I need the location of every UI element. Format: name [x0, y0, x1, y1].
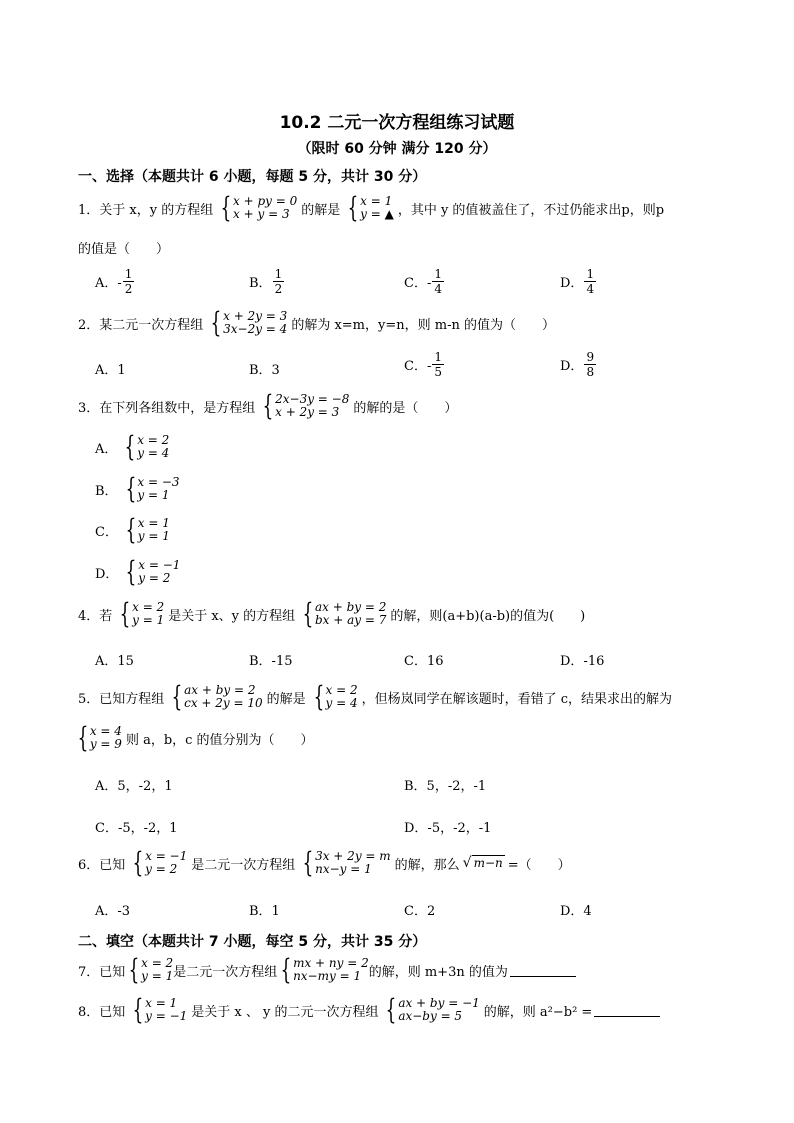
den: 2	[124, 282, 133, 296]
eq: y = 1	[137, 529, 170, 543]
section-heading-fill: 二、填空（本题共计 7 小题，每空 5 分，共计 35 分）	[78, 934, 427, 950]
q7-post: 的解，则 m+3n 的值为	[368, 964, 508, 980]
q6-post1: 的解，那么	[394, 857, 460, 873]
q6-option-d[interactable]: D．4	[560, 904, 592, 919]
q2-system: { x + 2y = 3 3x−2y = 4	[210, 306, 288, 339]
num: 1	[124, 267, 133, 281]
q1-mid: 的解是	[301, 202, 341, 218]
q5-option-d[interactable]: D．-5，-2，-1	[404, 821, 492, 836]
question-4	[78, 597, 586, 630]
opt-label: D．	[95, 566, 119, 582]
q5-line2	[74, 721, 314, 754]
q3-system: { 2x−3y = −8 x + 2y = 3	[262, 389, 350, 422]
den: 8	[586, 365, 595, 379]
eq: y = ▲	[360, 207, 394, 221]
eq: y = 2	[145, 862, 178, 876]
eq: x = 1	[360, 194, 393, 208]
opt-label: B．	[95, 483, 118, 499]
eq: y = 2	[138, 571, 171, 585]
q3-option-c[interactable]	[95, 513, 174, 546]
num: 1	[586, 267, 595, 281]
eq: cx + 2y = 10	[184, 696, 263, 710]
opt-label: D．	[560, 276, 584, 291]
q1-option-b[interactable]	[249, 267, 285, 296]
question-1	[78, 191, 665, 224]
opt-label: A．-	[95, 276, 122, 291]
question-5	[78, 680, 673, 713]
q3-option-b[interactable]	[95, 472, 184, 505]
q5-mid: 的解是	[266, 691, 306, 707]
eq: 2x−3y = −8	[275, 392, 350, 406]
q7-mid: 是二元一次方程组	[173, 964, 278, 980]
q5-system: { ax + by = 2 cx + 2y = 10	[171, 680, 263, 713]
q4-system: { ax + by = 2 bx + ay = 7	[302, 597, 387, 630]
eq: y = 9	[89, 737, 122, 751]
q7-solution: { x = 2 y = 1	[128, 953, 174, 986]
solution-system: { x = 1 y = 1	[125, 513, 170, 546]
num: 9	[586, 350, 595, 364]
fraction	[123, 267, 135, 296]
solution-system: { x = 2 y = 4	[124, 430, 170, 463]
eq: nx−y = 1	[315, 862, 372, 876]
den: 5	[434, 365, 442, 379]
q2-option-d[interactable]	[560, 350, 597, 379]
eq: y = 4	[325, 696, 358, 710]
q1-system: { x + py = 0 x + y = 3	[220, 191, 298, 224]
q5-wrong-solution: { x = 4 y = 9	[77, 721, 122, 754]
q5-option-b[interactable]: B．5，-2，-1	[404, 779, 487, 794]
eq: y = −1	[145, 1009, 188, 1023]
q5-post: ，但杨岚同学在解该题时，看错了 c，结果求出的解为	[361, 691, 673, 707]
opt-label: C．-	[404, 276, 432, 291]
q7-pre: 7．已知	[78, 964, 126, 980]
eq: x = 2	[325, 683, 358, 697]
q4-pre: 4．若	[78, 608, 113, 624]
eq: x = 4	[89, 724, 122, 738]
q5-line2-text: 则 a，b，c 的值分别为（ ）	[125, 732, 314, 748]
section-heading-choice: 一、选择（本题共计 6 小题，每题 5 分，共计 30 分）	[78, 169, 427, 185]
question-6	[78, 846, 571, 879]
q8-system: { ax + by = −1 ax−by = 5	[386, 993, 480, 1026]
eq: ax + by = 2	[315, 600, 387, 614]
eq: y = 1	[137, 488, 170, 502]
q1-option-d[interactable]	[560, 267, 597, 296]
q6-system: { 3x + 2y = m nx−y = 1	[302, 846, 391, 879]
q6-option-a[interactable]: A．-3	[95, 904, 131, 919]
q2-option-c[interactable]	[404, 350, 445, 379]
q4-option-b[interactable]: B．-15	[249, 654, 293, 669]
eq: x = 2	[132, 600, 165, 614]
question-3	[78, 389, 458, 422]
eq: y = 1	[132, 613, 165, 627]
q6-option-b[interactable]: B．1	[249, 904, 280, 919]
q3-pre: 3．在下列各组数中，是方程组	[78, 400, 256, 416]
q3-option-a[interactable]	[95, 430, 173, 463]
q4-mid: 是关于 x、y 的方程组	[168, 608, 296, 624]
question-7	[78, 953, 576, 986]
num: 1	[434, 350, 442, 364]
fraction	[432, 267, 444, 296]
q4-solution: { x = 2 y = 1	[119, 597, 165, 630]
eq: x = 2	[137, 433, 170, 447]
eq: nx−my = 1	[293, 969, 362, 983]
q3-post: 的解的是（ ）	[353, 400, 458, 416]
eq: x = 1	[145, 996, 178, 1010]
opt-label: C．-	[404, 359, 432, 374]
q1-option-a[interactable]	[95, 267, 135, 296]
q4-option-a[interactable]: A．15	[95, 654, 134, 669]
eq: x + y = 3	[233, 207, 290, 221]
q6-mid: 是二元一次方程组	[191, 857, 296, 873]
opt-label: B．	[249, 276, 272, 291]
eq: x = 1	[137, 516, 170, 530]
fraction	[432, 350, 444, 379]
q2-pre: 2．某二元一次方程组	[78, 317, 204, 333]
eq: x + 2y = 3	[223, 309, 288, 323]
page-subtitle: （限时 60 分钟 满分 120 分）	[297, 141, 497, 157]
eq: x + py = 0	[233, 194, 298, 208]
question-8	[78, 993, 660, 1026]
opt-label: D．	[560, 359, 584, 374]
solution-system: { x = −1 y = 2	[126, 555, 181, 588]
num: 1	[274, 267, 283, 281]
q8-mid: 是关于 x 、 y 的二元一次方程组	[191, 1004, 379, 1020]
eq: x = −1	[138, 558, 181, 572]
q5-pre: 5．已知方程组	[78, 691, 165, 707]
q4-post: 的解，则(a+b)(a-b)的值为( )	[390, 608, 586, 624]
q3-option-d[interactable]	[95, 555, 184, 588]
eq: y = 1	[141, 969, 174, 983]
eq: 3x−2y = 4	[223, 322, 288, 336]
q1-pre: 1．关于 x，y 的方程组	[78, 202, 214, 218]
eq: x = −3	[137, 475, 180, 489]
q5-solution: { x = 2 y = 4	[313, 680, 358, 713]
q7-answer-blank[interactable]	[510, 964, 576, 977]
q8-post: 的解，则 a²−b² =	[483, 1004, 593, 1020]
eq: 3x + 2y = m	[315, 849, 391, 863]
q6-option-c[interactable]: C．2	[404, 904, 436, 919]
q4-option-d[interactable]: D．-16	[560, 654, 605, 669]
q8-pre: 8．已知	[78, 1004, 126, 1020]
q1-post: ，其中 y 的值被盖住了，不过仍能求出p，则p	[397, 202, 665, 218]
q1-line2: 的值是（ ）	[78, 242, 170, 257]
q1-solution: { x = 1 y = ▲	[347, 191, 394, 224]
opt-label: C．	[95, 524, 118, 540]
eq: x + 2y = 3	[275, 405, 340, 419]
q2-post: 的解为 x=m，y=n，则 m-n 的值为（ ）	[291, 317, 555, 333]
opt-label: A．	[95, 441, 118, 457]
num: 1	[434, 267, 442, 281]
fraction	[273, 267, 285, 296]
solution-system: { x = −3 y = 1	[125, 472, 180, 505]
q5-option-a[interactable]: A．5，-2，1	[95, 779, 173, 794]
q2-option-a[interactable]: A．1	[95, 363, 126, 378]
eq: ax−by = 5	[398, 1009, 463, 1023]
question-2	[78, 306, 555, 339]
eq: y = 4	[137, 446, 170, 460]
q8-solution: { x = 1 y = −1	[132, 993, 188, 1026]
page-title: 10.2 二元一次方程组练习试题	[279, 113, 515, 133]
square-root	[463, 855, 505, 871]
eq: ax + by = −1	[398, 996, 480, 1010]
q7-system: { mx + ny = 2 nx−my = 1	[280, 953, 369, 986]
fraction	[584, 350, 596, 379]
eq: bx + ay = 7	[315, 613, 387, 627]
eq: ax + by = 2	[184, 683, 256, 697]
den: 4	[434, 282, 442, 296]
eq: mx + ny = 2	[293, 956, 369, 970]
q4-option-c[interactable]: C．16	[404, 654, 444, 669]
den: 4	[586, 282, 595, 296]
radicand: m−n	[473, 856, 503, 870]
fraction	[584, 267, 596, 296]
q6-solution: { x = −1 y = 2	[132, 846, 188, 879]
q5-option-c[interactable]: C．-5，-2，1	[95, 821, 178, 836]
radical-sign: √	[462, 855, 472, 871]
q8-answer-blank[interactable]	[594, 1004, 660, 1017]
eq: x = 2	[141, 956, 174, 970]
eq: x = −1	[145, 849, 188, 863]
q1-option-c[interactable]	[404, 267, 445, 296]
q6-pre: 6．已知	[78, 857, 126, 873]
q6-post2: =（ ）	[507, 857, 571, 873]
den: 2	[274, 282, 283, 296]
q2-option-b[interactable]: B．3	[249, 363, 280, 378]
